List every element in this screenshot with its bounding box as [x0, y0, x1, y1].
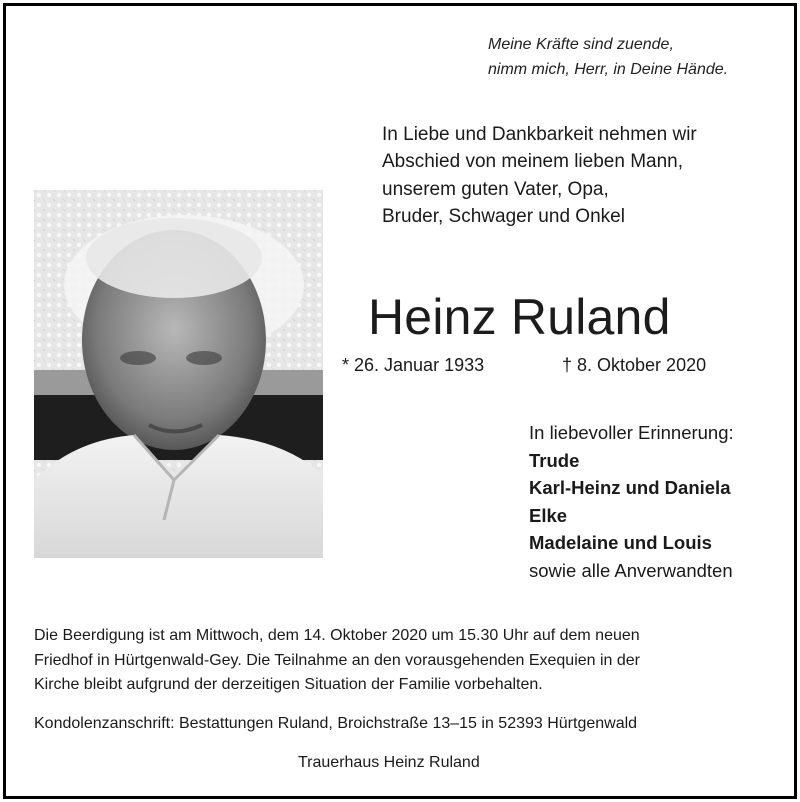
- intro-line-3: unserem guten Vater, Opa,: [382, 179, 609, 200]
- funeral-line-3: Kirche bleibt aufgrund der derzeitigen Situation der Familie vorbehalten.: [34, 676, 543, 693]
- funeral-line-2: Friedhof in Hürtgenwald-Gey. Die Teilnahme an den vorausgehenden Exequien in der: [34, 652, 641, 669]
- birth-date: * 26. Januar 1933: [342, 355, 485, 375]
- mourner-name: Elke: [529, 505, 568, 526]
- portrait-photo: [34, 190, 323, 558]
- intro-line-2: Abschied von meinem lieben Mann,: [382, 151, 684, 172]
- mourners-heading: In liebevoller Erinnerung:: [529, 422, 734, 443]
- mourner-name: Karl-Heinz und Daniela: [529, 477, 731, 498]
- deceased-name: Heinz Ruland: [368, 289, 671, 345]
- death-date: † 8. Oktober 2020: [562, 355, 707, 375]
- quote-line-2: nimm mich, Herr, in Deine Hände.: [488, 61, 729, 78]
- mourner-name: Trude: [529, 450, 580, 471]
- funeral-line-1: Die Beerdigung ist am Mittwoch, dem 14. Oktober 2020 um 15.30 Uhr auf dem neuen: [34, 627, 640, 644]
- intro-line-1: In Liebe und Dankbarkeit nehmen wir: [382, 124, 697, 145]
- footer-signature: Trauerhaus Heinz Ruland: [298, 754, 480, 771]
- intro-line-4: Bruder, Schwager und Onkel: [382, 206, 625, 227]
- mourner-name: Madelaine und Louis: [529, 532, 712, 553]
- condolence-address: Kondolenzanschrift: Bestattungen Ruland, Broichstraße 13–15 in 52393 Hürtgenwald: [34, 715, 638, 732]
- mourners-closing: sowie alle Anverwandten: [529, 560, 733, 581]
- quote-line-1: Meine Kräfte sind zuende,: [488, 36, 674, 53]
